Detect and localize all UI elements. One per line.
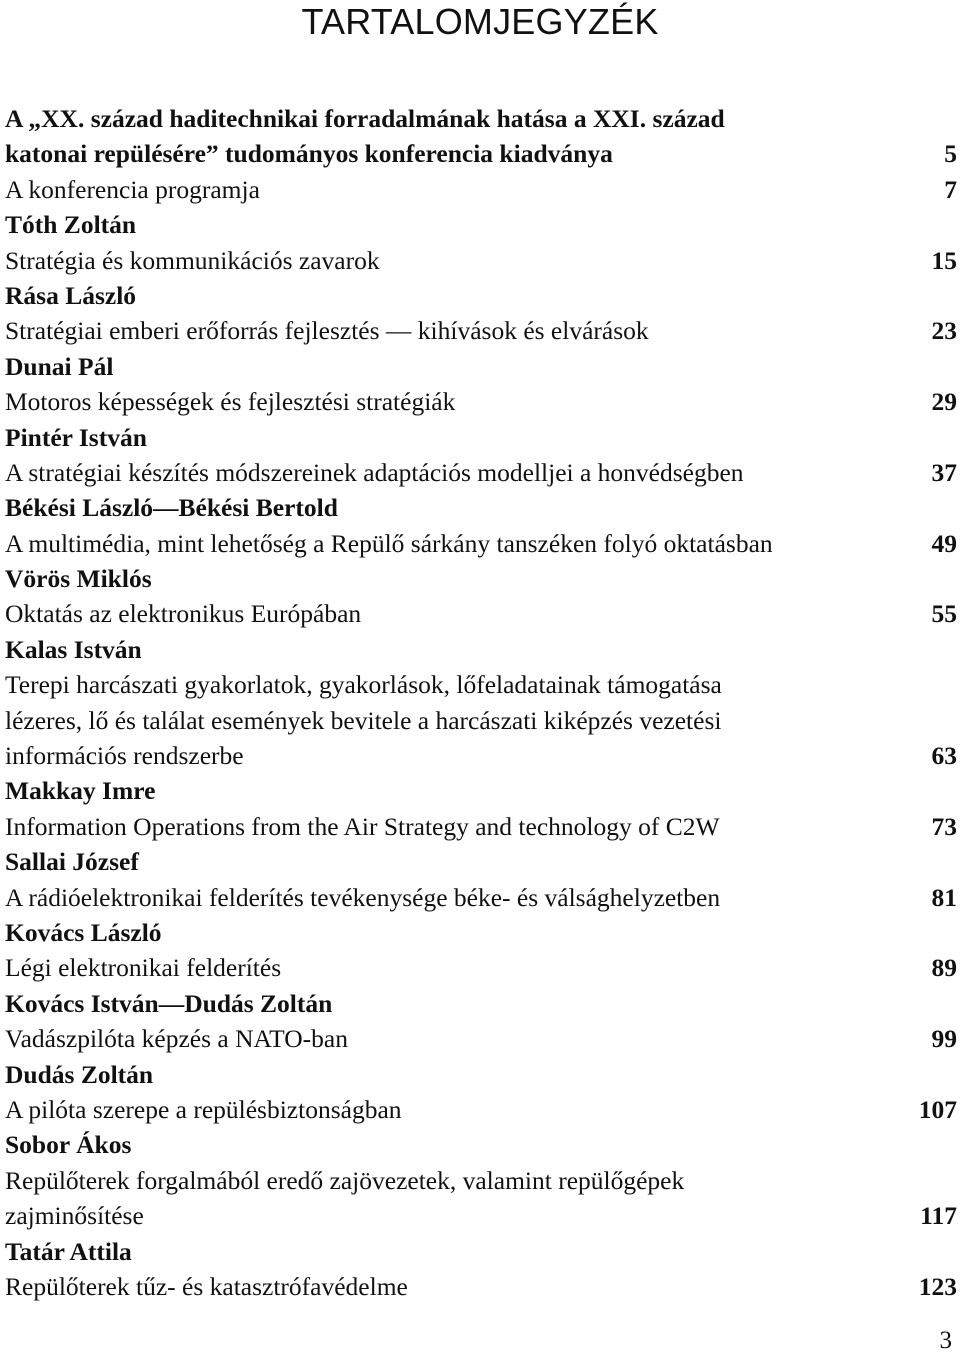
toc-author <box>5 420 957 455</box>
toc-entry-text: A stratégiai készítés módszereinek adaptációs modelljei a honvédségben <box>5 457 744 487</box>
toc-entry-text: Tatár Attila <box>5 1236 132 1266</box>
toc-entry-text: Makkay Imre <box>5 776 156 806</box>
toc-entry <box>5 1269 957 1304</box>
toc-entry-text: Oktatás az elektronikus Európában <box>5 599 362 629</box>
toc-entry-text: Rása László <box>5 280 137 310</box>
toc-page-number: 107 <box>918 1094 957 1124</box>
toc-author <box>5 490 957 525</box>
toc-page-number: 123 <box>918 1271 957 1301</box>
toc-entry-text: Sallai József <box>5 847 139 877</box>
toc-entry-text: Kovács László <box>5 917 162 947</box>
toc-entry-text: információs rendszerbe <box>5 741 244 771</box>
toc-entry <box>5 703 957 738</box>
toc-entry-text: Motoros képességek és fejlesztési stratégiák <box>5 387 456 417</box>
toc-entry <box>5 1163 957 1198</box>
page-number: 3 <box>939 1327 952 1354</box>
toc-entry-text: Békési László—Békési Bertold <box>5 493 338 523</box>
toc-entry <box>5 1092 957 1127</box>
toc-entry <box>5 596 957 631</box>
toc-page-number: 89 <box>931 953 957 983</box>
toc-page-number: 73 <box>931 811 957 841</box>
toc-entry <box>5 1021 957 1056</box>
toc-entry-text: Légi elektronikai felderítés <box>5 953 282 983</box>
toc-author <box>5 915 957 950</box>
toc-entry-text: zajminősítése <box>5 1201 144 1231</box>
toc-entry-text: Repülőterek tűz- és katasztrófavédelme <box>5 1271 408 1301</box>
toc-entry-text: A rádióelektronikai felderítés tevékenysége béke- és válsághelyzetben <box>5 882 721 912</box>
toc-page-number: 49 <box>931 528 957 558</box>
toc-entry-text: Pintér István <box>5 422 147 452</box>
toc-author <box>5 1057 957 1092</box>
toc-page-number: 5 <box>944 139 957 169</box>
toc-author <box>5 986 957 1021</box>
toc-page-number: 99 <box>931 1024 957 1054</box>
toc-entry <box>5 526 957 561</box>
toc-entry <box>5 950 957 985</box>
toc-author <box>5 773 957 808</box>
toc-entry-text: Terepi harcászati gyakorlatok, gyakorlások, lőfeladatainak támogatása <box>5 670 722 700</box>
toc-entry-text: Information Operations from the Air Strategy and technology of C2W <box>5 811 720 841</box>
toc-entry <box>5 738 957 773</box>
toc-page-number: 55 <box>931 599 957 629</box>
toc-entry-text: A „XX. század haditechnikai forradalmának hatása a XXI. század <box>5 104 725 133</box>
toc-page-number: 15 <box>931 245 957 275</box>
toc-entry-text: Kalas István <box>5 634 142 664</box>
toc-page-number: 37 <box>931 457 957 487</box>
toc-author <box>5 561 957 596</box>
toc-heading <box>5 101 957 136</box>
toc-entry-text: Repülőterek forgalmából eredő zajövezetek, valamint repülőgépek <box>5 1165 685 1195</box>
toc-entry-text: Vörös Miklós <box>5 564 152 594</box>
toc-entry-text: Dudás Zoltán <box>5 1059 154 1089</box>
toc-entry-text: Kovács István—Dudás Zoltán <box>5 988 333 1018</box>
toc-author <box>5 1234 957 1269</box>
toc-entry-text: Sobor Ákos <box>5 1130 132 1160</box>
toc-author <box>5 1127 957 1162</box>
toc-entry <box>5 243 957 278</box>
toc-entry <box>5 1198 957 1233</box>
toc-entry-text: A konferencia programja <box>5 174 260 204</box>
toc-heading <box>5 136 957 171</box>
toc-entry <box>5 313 957 348</box>
toc-page-number: 7 <box>944 174 957 204</box>
toc-author <box>5 278 957 313</box>
toc-author <box>5 844 957 879</box>
toc-entry <box>5 384 957 419</box>
toc-entry-text: Tóth Zoltán <box>5 210 137 240</box>
toc-page-number: 117 <box>920 1201 957 1231</box>
toc-entry-text: lézeres, lő és találat események bevitele a harcászati kiképzés vezetési <box>5 705 722 735</box>
toc-entry-text: Stratégiai emberi erőforrás fejlesztés — kihívások és elvárások <box>5 316 649 346</box>
toc-entry-text: Vadászpilóta képzés a NATO-ban <box>5 1024 348 1054</box>
toc-entry <box>5 172 957 207</box>
toc-entry <box>5 667 957 702</box>
toc-entry-text: A pilóta szerepe a repülésbiztonságban <box>5 1094 402 1124</box>
page-title: TARTALOMJEGYZÉK <box>301 1 659 42</box>
toc-entry <box>5 455 957 490</box>
toc-entry-text: Dunai Pál <box>5 351 114 381</box>
toc-page-number: 63 <box>931 741 957 771</box>
toc-entry-text: Stratégia és kommunikációs zavarok <box>5 245 380 275</box>
toc-author <box>5 349 957 384</box>
toc-page-number: 81 <box>931 882 957 912</box>
toc-entry <box>5 880 957 915</box>
toc-entry-text: A multimédia, mint lehetőség a Repülő sárkány tanszéken folyó oktatásban <box>5 528 773 558</box>
toc-entry-text: katonai repülésére” tudományos konferencia kiadványa <box>5 139 613 169</box>
toc-author <box>5 207 957 242</box>
toc-entry <box>5 809 957 844</box>
toc-page-number: 23 <box>931 316 957 346</box>
toc-page-number: 29 <box>931 387 957 417</box>
toc-author <box>5 632 957 667</box>
table-of-contents <box>5 101 957 1304</box>
